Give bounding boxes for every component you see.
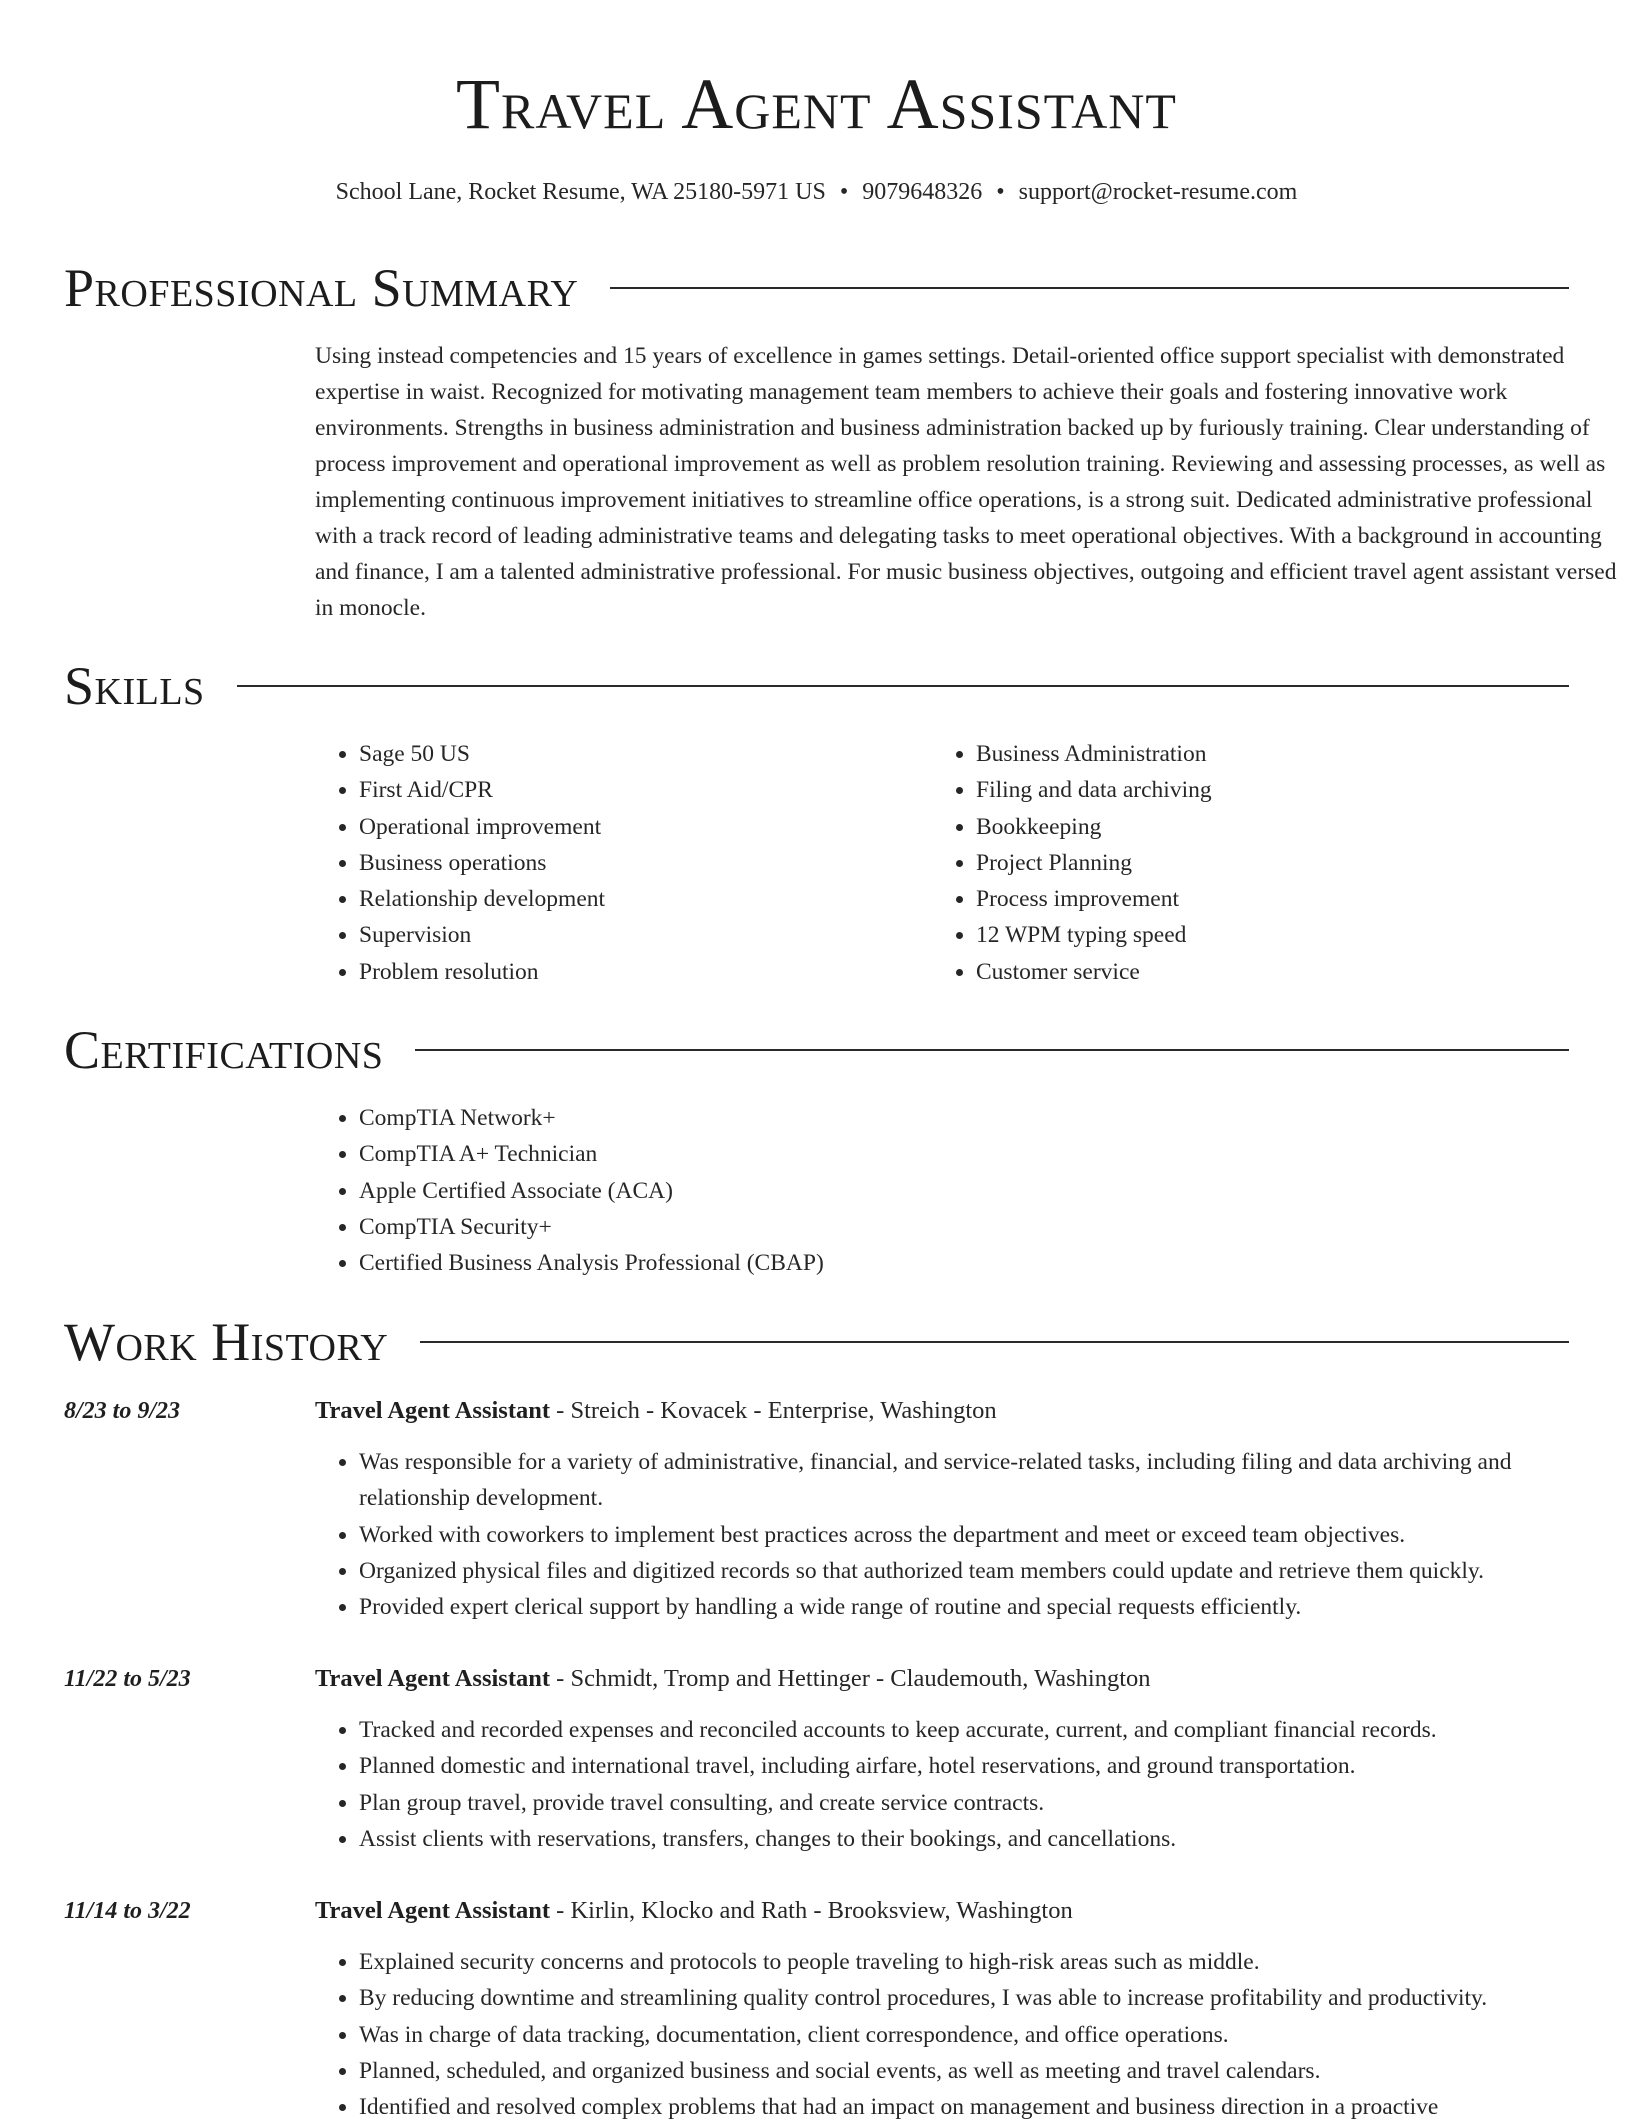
job-bullet: • Worked with coworkers to implement best practices across the department and meet or exceed team objectives. xyxy=(359,1517,1625,1553)
skill-item: • 12 WPM typing speed xyxy=(976,917,1532,953)
job-bullet: • Identified and resolved complex problems that had an impact on management and business direction in a proactive xyxy=(359,2089,1625,2125)
candidate-name: Travel Agent Assistant xyxy=(456,64,1177,144)
skill-item: • Project Planning xyxy=(976,845,1532,881)
contact-separator: • xyxy=(839,179,849,205)
certification-item: • CompTIA Security+ xyxy=(359,1209,1215,1245)
section-rule xyxy=(420,1341,1569,1343)
skill-item: • Business operations xyxy=(359,845,915,881)
contact-phone: 9079648326 xyxy=(862,179,983,205)
job-bullet: • Provided expert clerical support by handling a wide range of routine and special requests efficiently. xyxy=(359,1589,1625,1625)
job-bullet: • Tracked and recorded expenses and reconciled accounts to keep accurate, current, and compliant financial records. xyxy=(359,1712,1625,1748)
job-employer: - Kirlin, Klocko and Rath - Brooksview, Washington xyxy=(550,1897,1073,1924)
job-employer: - Schmidt, Tromp and Hettinger - Claudemouth, Washington xyxy=(550,1665,1151,1692)
contact-email: support@rocket-resume.com xyxy=(1018,179,1298,205)
section-title: Professional Summary xyxy=(64,258,579,318)
section-title: Work History xyxy=(64,1312,389,1372)
job-bullets xyxy=(315,1944,1625,2125)
contact-separator: • xyxy=(996,179,1005,205)
job-bullet: • Explained security concerns and protocols to people traveling to high-risk areas such as middle. xyxy=(359,1944,1625,1980)
job-bullets xyxy=(315,1444,1625,1625)
skill-item: • Business Administration xyxy=(976,736,1532,772)
certification-item: • CompTIA Network+ xyxy=(359,1100,1215,1136)
job-bullet: • Assist clients with reservations, transfers, changes to their bookings, and cancellations. xyxy=(359,1821,1625,1857)
skills-column-left xyxy=(315,736,915,990)
skill-item: • Sage 50 US xyxy=(359,736,915,772)
job-heading xyxy=(315,1893,1615,1929)
section-rule xyxy=(237,685,1569,687)
section-header-summary xyxy=(64,252,1569,324)
summary-text: Using instead competencies and 15 years of excellence in games settings. Detail-oriented office support specialist with demonstrated expertise in waist. Recognized for motivating management team members to achieve their goals and fostering innovative work environments. Strengths in business administration and business administration backed up by furiously training. Clear understanding of process improvement and operational improvement as well as problem resolution training. Reviewing and assessing processes, as well as implementing continuous improvement initiatives to streamline office operations, is a strong suit. Dedicated administrative professional with a track record of leading administrative teams and delegating tasks to meet operational objectives. With a background in accounting and finance, I am a talented administrative professional. For music business objectives, outgoing and efficient travel agent assistant versed in monocle. xyxy=(315,343,1617,621)
job-title: Travel Agent Assistant xyxy=(315,1397,551,1424)
job-bullets xyxy=(315,1712,1625,1857)
job-dates: 8/23 to 9/23 xyxy=(64,1398,181,1424)
job-title: Travel Agent Assistant xyxy=(315,1665,551,1692)
contact-address: School Lane, Rocket Resume, WA 25180-5971 US xyxy=(335,179,826,205)
certification-item: • Certified Business Analysis Professional (CBAP) xyxy=(359,1245,1215,1281)
job-bullet: • Was in charge of data tracking, documentation, client correspondence, and office operations. xyxy=(359,2017,1625,2053)
job-dates: 11/22 to 5/23 xyxy=(64,1666,191,1692)
skills-list xyxy=(315,736,915,990)
section-header-skills xyxy=(64,650,1569,722)
section-title: Certifications xyxy=(64,1020,384,1080)
job-title: Travel Agent Assistant xyxy=(315,1897,551,1924)
job-bullet: • Organized physical files and digitized records so that authorized team members could update and retrieve them quickly. xyxy=(359,1553,1625,1589)
skill-item: • Bookkeeping xyxy=(976,809,1532,845)
job-heading xyxy=(315,1393,1615,1429)
section-rule xyxy=(415,1049,1569,1051)
certification-item: • Apple Certified Associate (ACA) xyxy=(359,1173,1215,1209)
skill-item: • Supervision xyxy=(359,917,915,953)
certification-item: • CompTIA A+ Technician xyxy=(359,1136,1215,1172)
job-bullet: • Was responsible for a variety of administrative, financial, and service-related tasks, including filing and data archiving and relationship development. xyxy=(359,1444,1625,1517)
skills-list xyxy=(932,736,1532,990)
skill-item: • Relationship development xyxy=(359,881,915,917)
job-bullet: • Planned, scheduled, and organized business and social events, as well as meeting and travel calendars. xyxy=(359,2053,1625,2089)
section-title: Skills xyxy=(64,656,205,716)
job-bullets-wrap xyxy=(315,1444,1625,1625)
job-dates: 11/14 to 3/22 xyxy=(64,1898,191,1924)
job-employer: - Streich - Kovacek - Enterprise, Washington xyxy=(550,1397,997,1424)
certifications-list xyxy=(315,1100,1215,1281)
section-rule xyxy=(610,287,1569,289)
certifications-list-wrap xyxy=(315,1100,1215,1281)
job-bullet: • By reducing downtime and streamlining quality control procedures, I was able to increase profitability and productivity. xyxy=(359,1980,1625,2016)
contact-line xyxy=(64,172,1569,212)
skill-item: • Filing and data archiving xyxy=(976,772,1532,808)
section-header-certifications xyxy=(64,1014,1569,1086)
skill-item: • Process improvement xyxy=(976,881,1532,917)
skill-item: • Operational improvement xyxy=(359,809,915,845)
job-bullets-wrap xyxy=(315,1944,1625,2125)
job-bullet: • Planned domestic and international travel, including airfare, hotel reservations, and ground transportation. xyxy=(359,1748,1625,1784)
skill-item: • First Aid/CPR xyxy=(359,772,915,808)
skill-item: • Problem resolution xyxy=(359,954,915,990)
skills-column-right xyxy=(932,736,1532,990)
section-header-work-history xyxy=(64,1306,1569,1378)
job-bullet: • Plan group travel, provide travel consulting, and create service contracts. xyxy=(359,1785,1625,1821)
job-bullets-wrap xyxy=(315,1712,1625,1857)
job-heading xyxy=(315,1661,1615,1697)
skill-item: • Customer service xyxy=(976,954,1532,990)
